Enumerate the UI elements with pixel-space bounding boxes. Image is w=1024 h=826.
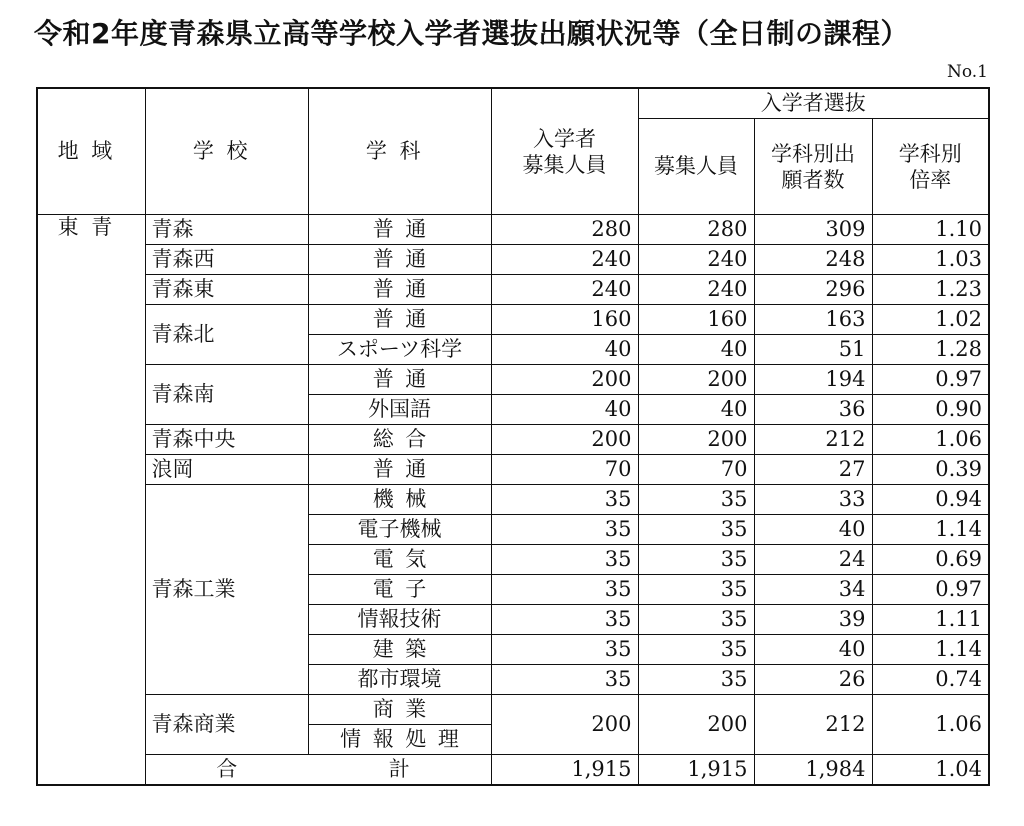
table-row <box>37 275 989 305</box>
dept-label: スポーツ科学 <box>336 337 463 361</box>
dept-label: 総合 <box>372 427 438 451</box>
cell-cap: 280 <box>638 215 754 245</box>
cell-ratio: 1.06 <box>872 695 989 755</box>
dept-name <box>308 665 491 695</box>
cell-apps: 51 <box>754 335 872 365</box>
dept-name <box>308 695 491 725</box>
cell-apps: 39 <box>754 605 872 635</box>
cell-cap-total: 40 <box>491 335 638 365</box>
dept-name <box>308 515 491 545</box>
cell-ratio: 1.11 <box>872 605 989 635</box>
header-capacity: 募集人員 <box>638 119 754 215</box>
dept-label: 電子 <box>372 577 438 601</box>
cell-ratio: 1.14 <box>872 515 989 545</box>
cell-cap: 35 <box>638 605 754 635</box>
dept-label: 情報技術 <box>357 607 442 631</box>
header-applicants: 学科別出 願者数 <box>754 119 872 215</box>
cell-cap: 160 <box>638 305 754 335</box>
dept-label: 情報処理 <box>340 727 471 751</box>
header-region: 地域 <box>37 88 145 215</box>
cell-cap-total: 240 <box>491 275 638 305</box>
applications-table <box>36 87 990 786</box>
cell-cap-total: 40 <box>491 395 638 425</box>
table-row <box>37 695 989 725</box>
cell-apps: 33 <box>754 485 872 515</box>
dept-name <box>308 575 491 605</box>
cell-ratio: 1.14 <box>872 635 989 665</box>
dept-name <box>308 545 491 575</box>
cell-apps: 248 <box>754 245 872 275</box>
cell-cap: 35 <box>638 515 754 545</box>
school-name: 浪岡 <box>145 455 308 485</box>
dept-label: 電気 <box>372 547 438 571</box>
cell-apps: 163 <box>754 305 872 335</box>
cell-ratio: 1.06 <box>872 425 989 455</box>
school-name: 青森 <box>145 215 308 245</box>
cell-cap: 200 <box>638 425 754 455</box>
school-name: 青森南 <box>145 365 308 425</box>
cell-cap: 240 <box>638 275 754 305</box>
cell-cap: 70 <box>638 455 754 485</box>
cell-cap-total: 200 <box>491 365 638 395</box>
total-ratio: 1.04 <box>872 755 989 786</box>
dept-label: 商業 <box>372 697 438 721</box>
dept-name <box>308 215 491 245</box>
cell-cap-total: 160 <box>491 305 638 335</box>
dept-name <box>308 455 491 485</box>
dept-label: 普通 <box>372 247 438 271</box>
total-cap-total: 1,915 <box>491 755 638 786</box>
table-row <box>37 365 989 395</box>
total-label-1: 合 <box>145 755 308 786</box>
school-name: 青森商業 <box>145 695 308 755</box>
cell-cap-total: 35 <box>491 485 638 515</box>
cell-ratio: 0.39 <box>872 455 989 485</box>
dept-name <box>308 245 491 275</box>
cell-ratio: 1.10 <box>872 215 989 245</box>
cell-ratio: 1.28 <box>872 335 989 365</box>
table-row <box>37 425 989 455</box>
table-row <box>37 245 989 275</box>
cell-cap-total: 200 <box>491 695 638 755</box>
cell-cap: 200 <box>638 695 754 755</box>
cell-apps: 34 <box>754 575 872 605</box>
school-name: 青森中央 <box>145 425 308 455</box>
cell-cap-total: 35 <box>491 635 638 665</box>
dept-label: 普通 <box>372 277 438 301</box>
dept-label: 普通 <box>372 367 438 391</box>
cell-ratio: 1.02 <box>872 305 989 335</box>
dept-label: 普通 <box>372 217 438 241</box>
cell-cap: 35 <box>638 545 754 575</box>
dept-name <box>308 365 491 395</box>
page-number: No.1 <box>946 62 988 82</box>
cell-cap: 35 <box>638 485 754 515</box>
total-row <box>37 755 989 786</box>
table-row <box>37 215 989 245</box>
total-label-2: 計 <box>308 755 491 786</box>
cell-apps: 27 <box>754 455 872 485</box>
cell-cap-total: 200 <box>491 425 638 455</box>
cell-cap-total: 70 <box>491 455 638 485</box>
dept-name <box>308 335 491 365</box>
dept-name <box>308 275 491 305</box>
cell-cap-total: 35 <box>491 575 638 605</box>
cell-cap-total: 35 <box>491 605 638 635</box>
cell-ratio: 0.97 <box>872 575 989 605</box>
dept-name <box>308 395 491 425</box>
cell-apps: 212 <box>754 425 872 455</box>
total-apps: 1,984 <box>754 755 872 786</box>
cell-ratio: 0.74 <box>872 665 989 695</box>
cell-apps: 26 <box>754 665 872 695</box>
cell-ratio: 1.23 <box>872 275 989 305</box>
header-ratio: 学科別 倍率 <box>872 119 989 215</box>
region-name <box>37 215 145 755</box>
school-name: 青森西 <box>145 245 308 275</box>
dept-label: 電子機械 <box>357 517 442 541</box>
header-school: 学校 <box>145 88 308 215</box>
cell-cap: 35 <box>638 635 754 665</box>
dept-label: 外国語 <box>368 397 431 421</box>
dept-name <box>308 425 491 455</box>
cell-cap: 35 <box>638 665 754 695</box>
cell-apps: 296 <box>754 275 872 305</box>
cell-apps: 24 <box>754 545 872 575</box>
cell-cap-total: 35 <box>491 665 638 695</box>
table-row <box>37 305 989 335</box>
dept-name <box>308 305 491 335</box>
page-title: 令和2年度青森県立高等学校入学者選抜出願状況等（全日制の課程） <box>34 17 909 50</box>
cell-cap-total: 240 <box>491 245 638 275</box>
cell-ratio: 1.03 <box>872 245 989 275</box>
cell-cap-total: 280 <box>491 215 638 245</box>
cell-apps: 36 <box>754 395 872 425</box>
cell-ratio: 0.90 <box>872 395 989 425</box>
cell-cap: 35 <box>638 575 754 605</box>
cell-ratio: 0.69 <box>872 545 989 575</box>
cell-cap-total: 35 <box>491 515 638 545</box>
dept-label: 機械 <box>372 487 438 511</box>
dept-label: 建築 <box>372 637 438 661</box>
school-name: 青森工業 <box>145 485 308 695</box>
total-cap: 1,915 <box>638 755 754 786</box>
dept-label: 都市環境 <box>357 667 442 691</box>
header-selection-group: 入学者選抜 <box>638 88 989 119</box>
school-name: 青森東 <box>145 275 308 305</box>
cell-apps: 212 <box>754 695 872 755</box>
header-dept: 学科 <box>308 88 491 215</box>
dept-name <box>308 605 491 635</box>
school-name: 青森北 <box>145 305 308 365</box>
total-region-blank <box>37 755 145 786</box>
cell-cap: 40 <box>638 335 754 365</box>
cell-apps: 40 <box>754 515 872 545</box>
table-row <box>37 485 989 515</box>
cell-apps: 194 <box>754 365 872 395</box>
region-label: 東青 <box>57 215 125 239</box>
cell-cap-total: 35 <box>491 545 638 575</box>
cell-apps: 309 <box>754 215 872 245</box>
table-row <box>37 455 989 485</box>
cell-cap: 200 <box>638 365 754 395</box>
dept-name <box>308 635 491 665</box>
dept-label: 普通 <box>372 457 438 481</box>
cell-ratio: 0.94 <box>872 485 989 515</box>
dept-name <box>308 485 491 515</box>
header-capacity-total: 入学者 募集人員 <box>491 88 638 215</box>
dept-label: 普通 <box>372 307 438 331</box>
cell-apps: 40 <box>754 635 872 665</box>
cell-cap: 240 <box>638 245 754 275</box>
cell-ratio: 0.97 <box>872 365 989 395</box>
dept-name <box>308 725 491 755</box>
cell-cap: 40 <box>638 395 754 425</box>
